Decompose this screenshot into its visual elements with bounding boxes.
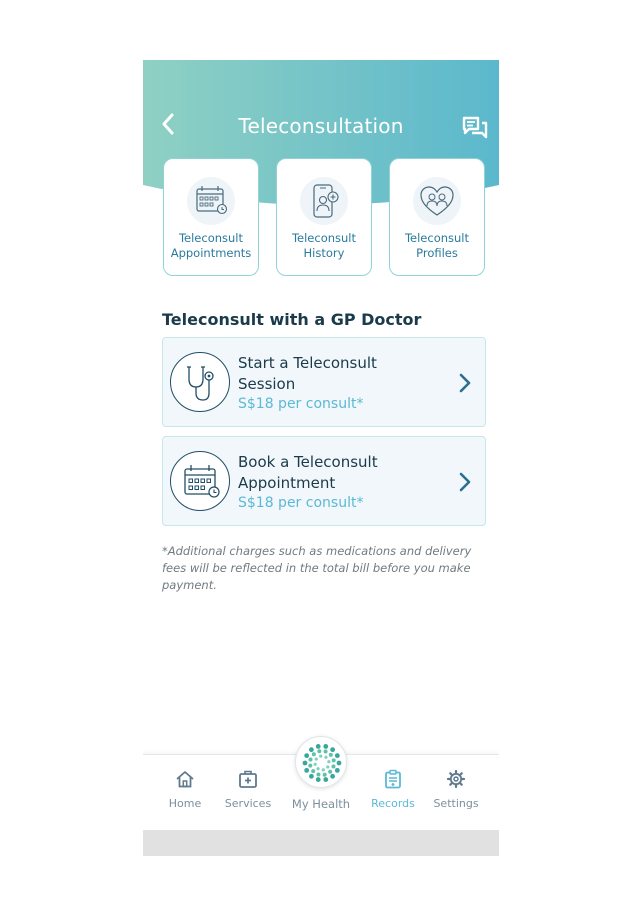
card-price: S$18 per consult* (238, 396, 364, 412)
logo-dot (331, 765, 335, 769)
logo-dot (309, 747, 314, 752)
tile-label: Teleconsult Appointments (170, 231, 252, 260)
logo-dot (316, 777, 321, 782)
nav-label: Records (371, 797, 415, 810)
logo-dot (314, 763, 317, 766)
logo-dot (330, 774, 335, 779)
logo-dot (329, 753, 333, 757)
tile-teleconsult-profiles[interactable] (389, 158, 485, 276)
logo-dot (315, 757, 318, 760)
health-logo-icon (296, 737, 348, 789)
calendar-icon (171, 452, 231, 512)
disclaimer-note: *Additional charges such as medications and delivery fees will be reflected in the total bill before you make payment. (162, 544, 472, 592)
app-screen (143, 60, 499, 856)
section-title: Teleconsult with a GP Doctor (162, 310, 422, 329)
logo-dot (323, 744, 328, 749)
logo-dot (323, 777, 328, 782)
icon-ring (170, 352, 230, 412)
card-title (238, 452, 378, 494)
calendar-icon (187, 177, 235, 225)
start-teleconsult-card[interactable] (162, 337, 486, 427)
logo-dot (304, 768, 309, 773)
clipboard-icon (383, 769, 403, 789)
logo-dot (332, 758, 336, 762)
nav-services[interactable] (213, 755, 283, 831)
chevron-right-icon (457, 470, 473, 494)
logo-dot (328, 770, 332, 774)
nav-settings[interactable] (421, 755, 491, 831)
logo-dot (304, 753, 309, 758)
card-title-line2: Session (238, 375, 296, 393)
logo-dot (317, 749, 321, 753)
tile-label: Teleconsult History (291, 231, 357, 260)
nav-label: Home (168, 797, 202, 810)
book-teleconsult-card[interactable] (162, 436, 486, 526)
tile-icon-wrap (413, 177, 461, 225)
logo-dot (323, 773, 327, 777)
home-icon (175, 769, 195, 789)
card-price: S$18 per consult* (238, 495, 364, 511)
chat-button[interactable] (461, 115, 489, 141)
medical-kit-icon (238, 769, 258, 789)
tile-icon-wrap (300, 177, 348, 225)
tile-teleconsult-appointments[interactable] (163, 158, 259, 276)
card-title-line2: Appointment (238, 474, 336, 492)
logo-dot (335, 753, 340, 758)
logo-dot (309, 774, 314, 779)
chevron-right-icon (457, 371, 473, 395)
logo-dot (335, 768, 340, 773)
page-title: Teleconsultation (238, 114, 404, 138)
logo-dot (303, 761, 308, 766)
nav-label: Services (224, 797, 272, 810)
nav-records[interactable] (358, 755, 428, 831)
logo-dot (319, 755, 322, 758)
logo-dot (316, 744, 321, 749)
logo-dot (316, 772, 320, 776)
card-title (238, 353, 377, 395)
logo-dot (322, 768, 325, 771)
nav-label-my-health[interactable]: My Health (291, 797, 351, 811)
logo-dot (337, 761, 342, 766)
logo-dot (324, 750, 328, 754)
logo-dot (324, 756, 327, 759)
logo-dot (326, 765, 329, 768)
tile-label: Teleconsult Profiles (404, 231, 470, 260)
logo-dot (308, 764, 312, 768)
icon-ring (170, 451, 230, 511)
logo-dot (330, 747, 335, 752)
logo-dot (311, 769, 315, 773)
gear-icon (446, 769, 466, 789)
phone-doctor-icon (300, 177, 348, 225)
nav-home[interactable] (150, 755, 220, 831)
my-health-button[interactable] (295, 736, 347, 788)
stethoscope-icon (171, 353, 231, 413)
logo-dot (316, 767, 319, 770)
logo-dot (327, 760, 330, 763)
card-title-line1: Start a Teleconsult (238, 354, 377, 372)
home-indicator-bar (143, 830, 499, 856)
heart-family-icon (413, 177, 461, 225)
card-title-line1: Book a Teleconsult (238, 453, 378, 471)
tile-icon-wrap (187, 177, 235, 225)
nav-label: Settings (433, 797, 479, 810)
logo-dot (309, 757, 313, 761)
tile-teleconsult-history[interactable] (276, 158, 372, 276)
logo-dot (312, 752, 316, 756)
chat-icon (461, 115, 489, 141)
